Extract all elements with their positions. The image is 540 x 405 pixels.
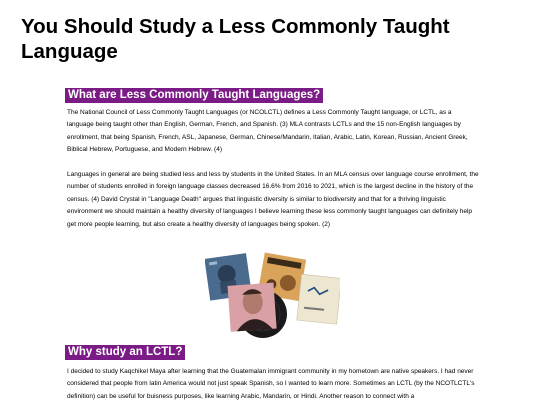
album-covers-image	[205, 248, 340, 340]
section-heading-why-study: Why study an LCTL?	[65, 345, 185, 360]
album-cover-cream	[297, 274, 340, 324]
paragraph-why-study: I decided to study Kaqchikel Maya after learning that the Guatemalan immigrant community in my hometown are native speakers. I had never considered that people from latin America would not just speak Spanish, so I wanted to learn more. Sometimes an LCTL (by the NCOTLCTL's definition) can be useful for buisness purposes, like learning Arabic, Mandarin, or Hindi. Another reason to connect with a	[67, 368, 475, 400]
page-title: You Should Study a Less Commonly Taught Language	[21, 15, 450, 63]
paragraph-enrollment-decline: Languages in general are being studied less and less by students in the United States. In an MLA census over language course enrollment, the number of students enrolled in foreign language classes decreased 16.6% from 2016 to 2021, which is the largest decline in the history of the census. (4) David Crystal in "Language Death" argues that linguistic diversity is similar to biodiversity and that for a thriving linguistic environment we should maintain a healthy diversity of languages I believe learning these less commonly taught languages can definitely help get more people learning, but also create a healthy diversity of languages being spoken. (2)	[67, 171, 479, 228]
section-heading-what-are-lctls: What are Less Commonly Taught Languages?	[65, 88, 323, 103]
paragraph-lctl-definition: The National Council of Less Commonly Taught Languages (or NCOLCTL) defines a Less Commonly Taught language, or LCTL, as a language being taught other than English, German, French, and Spanish. (3) MLA contrasts LCTLs and the 15 non-English languages by enrollment, that being Spanish, French, ASL, Japanese, German, Chinese/Mandarin, Italian, Arabic, Latin, Korean, Russian, Ancient Greek, Biblical Hebrew, Portuguese, and Modern Hebrew. (4)	[67, 109, 468, 154]
